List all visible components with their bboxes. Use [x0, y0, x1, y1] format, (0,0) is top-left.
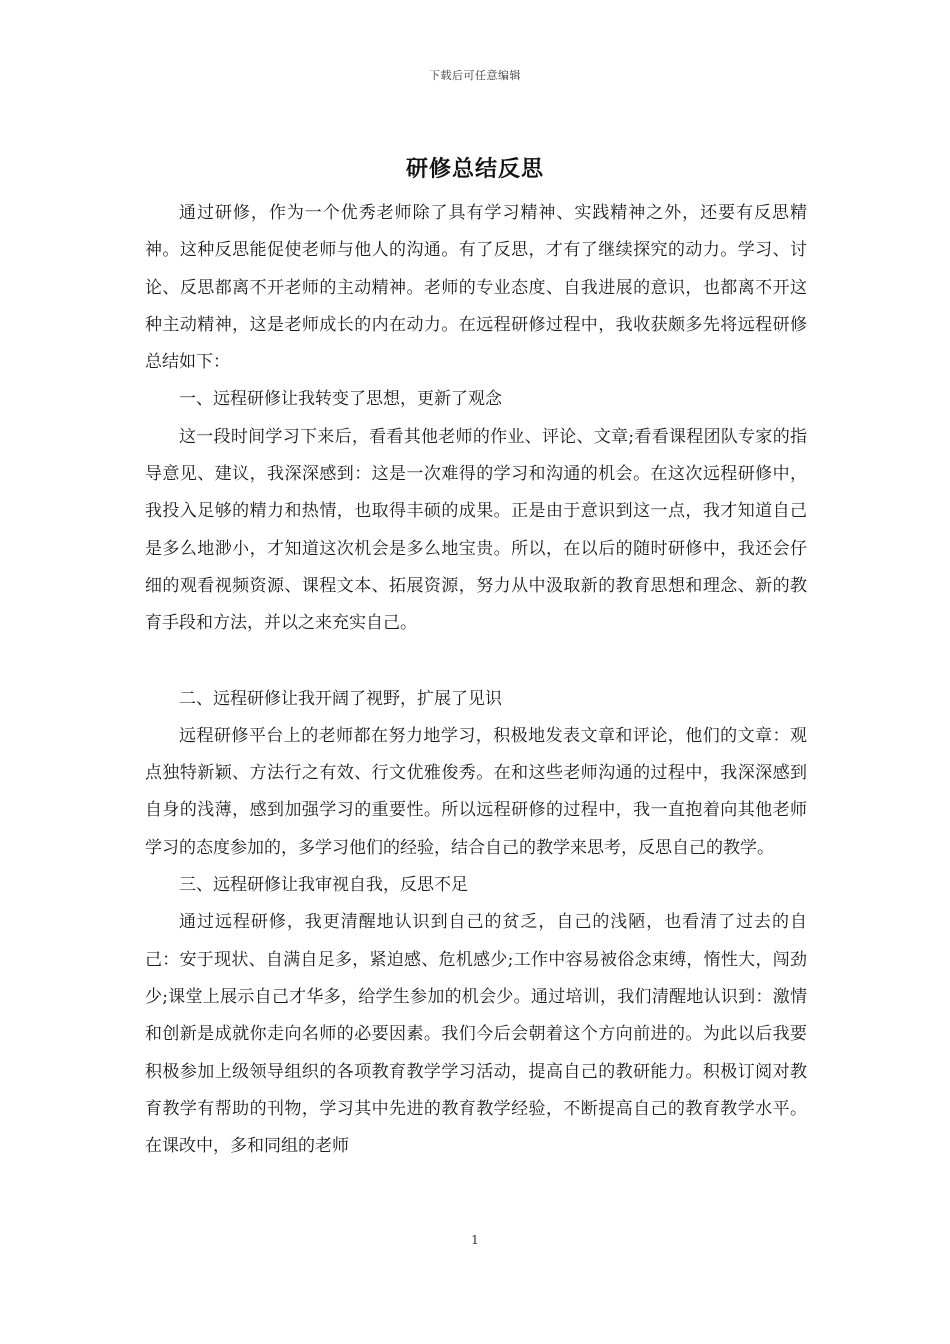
section-paragraph-3: 通过远程研修，我更清醒地认识到自己的贫乏，自己的浅陋，也看清了过去的自己：安于现状、自满自足多，紧迫感、危机感少;工作中容易被俗念束缚，惰性大，闯劲少;课堂上展示自己才华多，给学生参加的机会少。通过培训，我们清醒地认识到：激情和创新是成就你走向名师的必要因素。我们今后会朝着这个方向前进的。为此以后我要积极参加上级领导组织的各项教育教学学习活动，提高自己的教研能力。积极订阅对教育教学有帮助的刊物，学习其中先进的教育教学经验，不断提高自己的教育教学水平。在课改中，多和同组的老师	[145, 912, 807, 1157]
paragraph-spacer	[145, 643, 807, 681]
document-title: 研修总结反思	[405, 156, 544, 182]
page-number: 1	[471, 1233, 479, 1247]
intro-paragraph: 通过研修，作为一个优秀老师除了具有学习精神、实践精神之外，还要有反思精神。这种反思能促使老师与他人的沟通。有了反思，才有了继续探究的动力。学习、讨论、反思都离不开老师的主动精神。老师的专业态度、自我进展的意识，也都离不开这种主动精神，这是老师成长的内在动力。在远程研修过程中，我收获颇多先将远程研修总结如下：	[145, 203, 807, 373]
document-body	[145, 195, 807, 1165]
section-paragraph-1: 这一段时间学习下来后，看看其他老师的作业、评论、文章;看看课程团队专家的指导意见、建议，我深深感到：这是一次难得的学习和沟通的机会。在这次远程研修中，我投入足够的精力和热情，也取得丰硕的成果。正是由于意识到这一点，我才知道自己是多么地渺小，才知道这次机会是多么地宝贵。所以，在以后的随时研修中，我还会仔细的观看视频资源、课程文本、拓展资源，努力从中汲取新的教育思想和理念、新的教育手段和方法，并以之来充实自己。	[145, 426, 807, 634]
section-heading-1: 一、远程研修让我转变了思想，更新了观念	[179, 389, 502, 410]
section-heading-2: 二、远程研修让我开阔了视野，扩展了见识	[179, 688, 502, 709]
section-paragraph-2: 远程研修平台上的老师都在努力地学习，积极地发表文章和评论，他们的文章：观点独特新颖、方法行之有效、行文优雅俊秀。在和这些老师沟通的过程中，我深深感到自身的浅薄，感到加强学习的重要性。所以远程研修的过程中，我一直抱着向其他老师学习的态度参加的，多学习他们的经验，结合自己的教学来思考，反思自己的教学。	[145, 725, 807, 858]
section-heading-3: 三、远程研修让我审视自我，反思不足	[179, 875, 468, 896]
header-note: 下载后可任意编辑	[429, 69, 521, 82]
